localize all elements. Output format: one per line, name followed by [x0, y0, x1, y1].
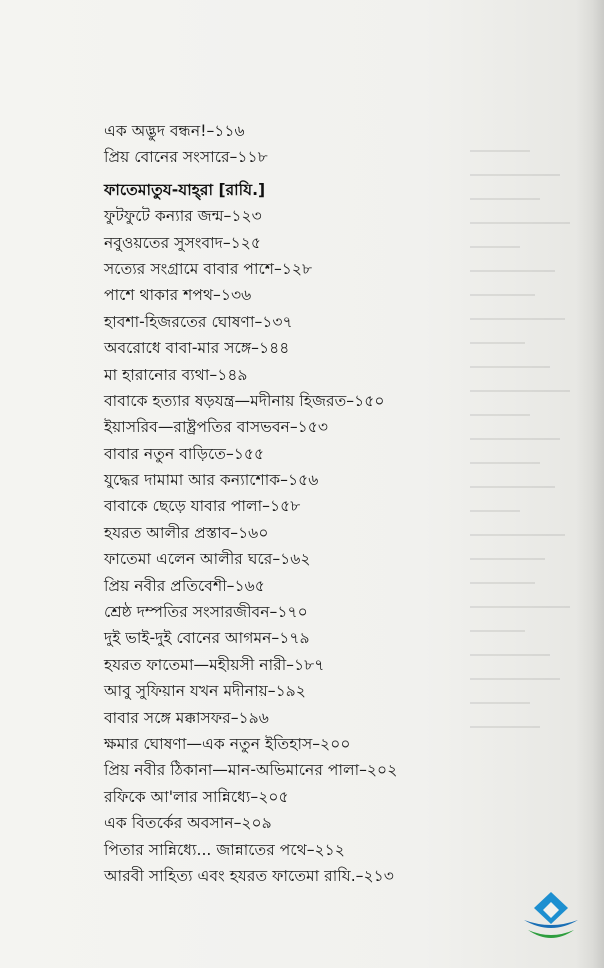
toc-entry: সত্যের সংগ্রামে বাবার পাশে–১২৮	[104, 259, 313, 278]
toc-entry: আবু সুফিয়ান যখন মদীনায়–১৯২	[104, 682, 306, 701]
toc-entry: অবরোধে বাবা-মার সঙ্গে–১৪৪	[104, 339, 290, 358]
toc-entry: হাবশা-হিজরতের ঘোষণা–১৩৭	[104, 312, 293, 331]
toc-entry: আরবী সাহিত্য এবং হযরত ফাতেমা রাযি.–২১৩	[104, 866, 394, 885]
toc-entry: যুদ্ধের দামামা আর কন্যাশোক–১৫৬	[104, 471, 319, 490]
toc-entry: এক অদ্ভুদ বন্ধন!–১১৬	[104, 122, 245, 140]
toc-entry: হযরত ফাতেমা—মহীয়সী নারী–১৮৭	[104, 655, 325, 674]
toc-entry: শ্রেষ্ঠ দম্পতির সংসারজীবন–১৭০	[104, 603, 308, 622]
toc-entry: ফুটফুটে কন্যার জন্ম–১২৩	[104, 207, 262, 226]
toc-entry: বাবাকে হত্যার ষড়যন্ত্র—মদীনায় হিজরত–১৫০	[104, 391, 385, 410]
toc-entry: প্রিয় বোনের সংসারে–১১৮	[104, 148, 268, 167]
toc-entry: ফাতেমা এলেন আলীর ঘরে–১৬২	[104, 550, 311, 569]
toc-entry: হযরত আলীর প্রস্তাব–১৬০	[104, 523, 269, 542]
toc-entry: বাবার সঙ্গে মক্কাসফর–১৯৬	[104, 708, 269, 727]
toc-entry: রফিকে আ'লার সান্নিধ্যে–২০৫	[104, 787, 289, 806]
toc-group-fatema	[104, 203, 584, 889]
toc-entry: বাবাকে ছেড়ে যাবার পালা–১৫৮	[104, 497, 301, 516]
table-of-contents	[104, 118, 584, 889]
toc-entry: দুই ভাই-দুই বোনের আগমন–১৭৯	[104, 629, 310, 648]
toc-entry: ক্ষমার ঘোষণা—এক নতুন ইতিহাস–২০০	[104, 734, 351, 753]
toc-entry: পাশে থাকার শপথ–১৩৬	[104, 286, 252, 305]
toc-entry: বাবার নতুন বাড়িতে–১৫৫	[104, 444, 265, 463]
toc-entry: মা হারানোর ব্যথা–১৪৯	[104, 365, 248, 384]
toc-group-previous	[104, 118, 584, 171]
publisher-logo-icon	[518, 888, 584, 946]
toc-entry: ইয়াসরিব—রাষ্ট্রপতির বাসভবন–১৫৩	[104, 418, 329, 437]
toc-entry: পিতার সান্নিধ্যে... জান্নাতের পথে–২১২	[104, 840, 345, 859]
toc-entry: প্রিয় নবীর প্রতিবেশী–১৬৫	[104, 576, 265, 595]
toc-entry: নবুওয়তের সুসংবাদ–১২৫	[104, 233, 262, 252]
section-heading: ফাতেমাতুয-যাহ্‌রা [রাযি.]	[104, 180, 266, 199]
toc-entry: এক বিতর্কের অবসান–২০৯	[104, 814, 272, 833]
toc-entry: প্রিয় নবীর ঠিকানা—মান-অভিমানের পালা–২০২	[104, 761, 398, 780]
